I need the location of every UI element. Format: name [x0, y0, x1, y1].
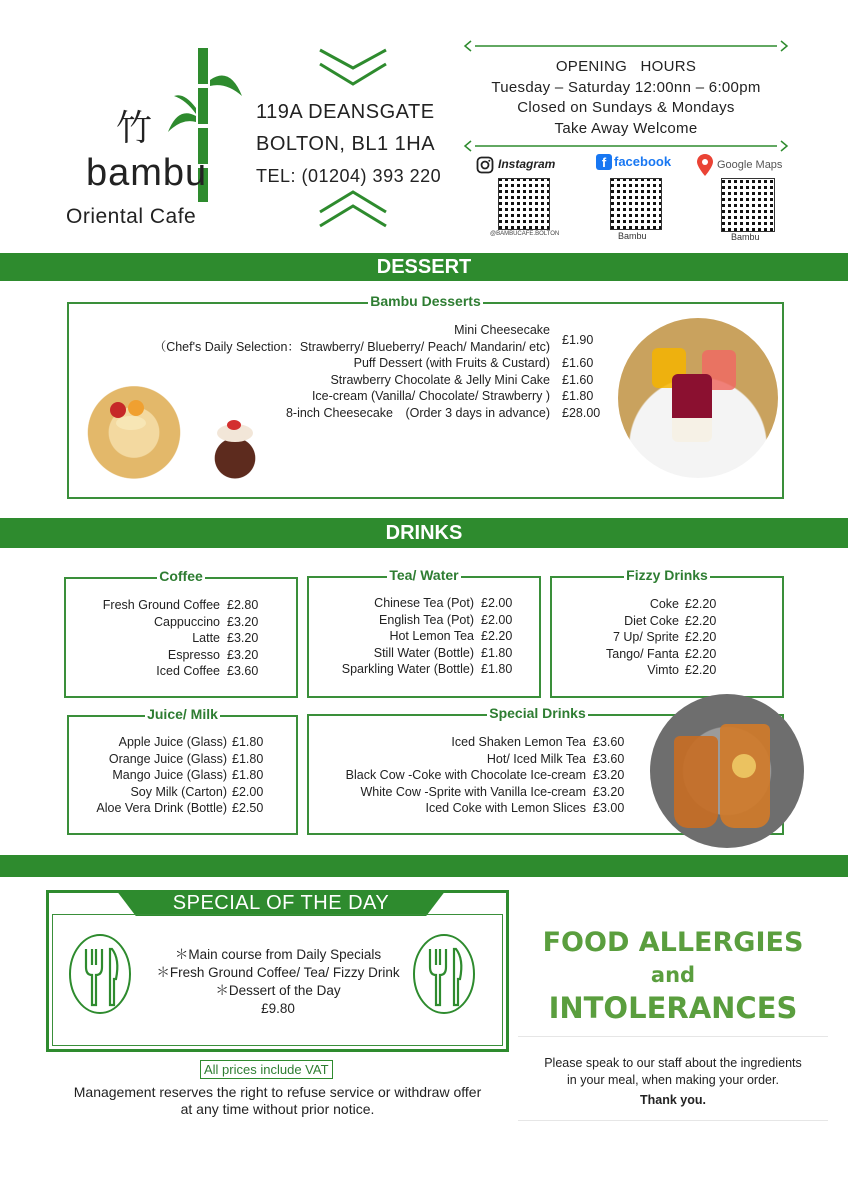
list-item: Cappuccino £3.20	[153, 614, 259, 629]
special-of-day-items	[130, 946, 426, 1018]
special-price: £9.80	[261, 1001, 295, 1016]
facebook-link[interactable]	[594, 154, 684, 244]
juice-title: Juice/ Milk	[147, 706, 218, 722]
list-item: Apple Juice (Glass) £1.80	[118, 735, 264, 749]
special-drinks-title: Special Drinks	[489, 705, 586, 721]
allergy-line1: Please speak to our staff about the ingredients	[544, 1056, 802, 1070]
dessert-box-title: Bambu Desserts	[370, 293, 481, 309]
mini-cheesecake-photo	[618, 318, 778, 478]
maps-qr-code	[721, 178, 775, 232]
maps-caption: Bambu	[731, 232, 760, 242]
brand-chinese: 竹	[116, 108, 153, 149]
tea-list	[312, 595, 512, 678]
list-item: Tango/ Fanta £2.20	[606, 646, 717, 661]
hours-line2: Closed on Sundays & Mondays	[517, 99, 735, 116]
list-item: Black Cow -Coke with Chocolate Ice-cream £3.20	[345, 768, 625, 782]
list-item: Strawberry Chocolate & Jelly Mini Cake £1.60	[330, 372, 594, 387]
juice-list	[76, 734, 263, 817]
list-item: Espresso £3.20	[167, 647, 259, 662]
footer-bar	[0, 855, 848, 877]
allergy-rule	[518, 1036, 828, 1037]
dessert-section-title: DESSERT	[376, 256, 472, 278]
coffee-list	[80, 597, 258, 680]
allergy-title-line2: and	[650, 963, 696, 987]
list-item: Vimto £2.20	[647, 663, 717, 677]
special-of-day-title: SPECIAL OF THE DAY	[172, 892, 390, 914]
list-item: English Tea (Pot) £2.00	[379, 612, 513, 627]
puff-dessert-photo	[78, 382, 190, 494]
google-maps-label: Google Maps	[717, 159, 783, 171]
brand-name: bambu	[86, 152, 208, 194]
instagram-icon	[476, 156, 494, 174]
hours-line3: Take Away Welcome	[554, 119, 698, 137]
allergy-title-line3: INTOLERANCES	[548, 991, 798, 1025]
address-line1: 119A DEANSGATE	[256, 101, 435, 123]
list-item: Soy Milk (Carton) £2.00	[130, 784, 264, 799]
list-item: Coke £2.20	[649, 597, 717, 611]
list-item: White Cow -Sprite with Vanilla Ice-cream £3.20	[360, 784, 625, 799]
list-item: Hot/ Iced Milk Tea £3.60	[486, 751, 625, 766]
list-item: （Chef's Daily Selection：Strawberry/ Blueberry/ Peach/ Mandarin/ etc) £1.90	[153, 332, 594, 354]
facebook-caption: Bambu	[618, 231, 647, 241]
allergy-title	[518, 924, 828, 1028]
special-item: ＊Main course from Daily Specials	[174, 947, 382, 962]
google-maps-link[interactable]	[697, 154, 797, 244]
phone-number: TEL: (01204) 393 220	[256, 166, 442, 186]
allergy-thanks: Thank you.	[640, 1093, 706, 1107]
list-item: Hot Lemon Tea £2.20	[389, 629, 513, 643]
drinks-section-title: DRINKS	[385, 522, 463, 544]
map-pin-icon	[697, 154, 713, 176]
instagram-qr-code	[498, 178, 550, 230]
list-item: Mini Cheesecake	[454, 323, 550, 337]
vat-note: All prices include VAT	[200, 1060, 333, 1079]
brand-tagline: Oriental Cafe	[66, 205, 197, 228]
list-item: Sparkling Water (Bottle) £1.80	[341, 662, 513, 676]
list-item: Iced Coffee £3.60	[156, 664, 259, 678]
coffee-title: Coffee	[159, 568, 203, 584]
facebook-qr-code	[610, 178, 662, 230]
logo	[60, 40, 250, 240]
list-item: Mango Juice (Glass) £1.80	[112, 768, 264, 782]
list-item: Fresh Ground Coffee £2.80	[102, 598, 259, 612]
allergy-rule	[518, 1120, 828, 1121]
disclaimer-line2: at any time without prior notice.	[180, 1101, 375, 1117]
address	[256, 96, 441, 192]
divider-ornament	[463, 40, 789, 52]
list-item: Iced Shaken Lemon Tea £3.60	[451, 735, 625, 749]
list-item: 8-inch Cheesecake (Order 3 days in advance) £28.00	[285, 405, 601, 420]
special-drinks-list	[320, 734, 624, 817]
tea-title: Tea/ Water	[389, 567, 459, 583]
cutlery-icon	[68, 933, 132, 1015]
allergy-text	[518, 1055, 828, 1109]
list-item: Aloe Vera Drink (Bottle) £2.50	[96, 801, 264, 815]
fizzy-list	[560, 596, 716, 679]
address-line2: BOLTON, BL1 1HA	[256, 133, 436, 155]
list-item: Chinese Tea (Pot) £2.00	[374, 596, 513, 610]
fizzy-title: Fizzy Drinks	[626, 567, 708, 583]
list-item: Puff Dessert (with Fruits & Custard) £1.60	[353, 356, 594, 370]
chevron-down-icon	[318, 46, 388, 88]
instagram-label: Instagram	[498, 157, 556, 171]
divider-ornament	[463, 140, 789, 152]
special-item: ＊Fresh Ground Coffee/ Tea/ Fizzy Drink	[156, 965, 400, 980]
disclaimer-line1: Management reserves the right to refuse service or withdraw offer	[73, 1084, 482, 1100]
list-item: Iced Coke with Lemon Slices £3.00	[425, 801, 625, 815]
list-item: Diet Coke £2.20	[624, 613, 717, 628]
hours-line1: Tuesday – Saturday 12:00nn – 6:00pm	[491, 78, 761, 96]
list-item: Ice-cream (Vanilla/ Chocolate/ Strawberry ) £1.80	[311, 389, 594, 403]
hours-title: OPENING HOURS	[555, 58, 697, 75]
dessert-list	[120, 322, 620, 421]
list-item: 7 Up/ Sprite £2.20	[612, 630, 717, 644]
facebook-icon: f	[596, 154, 612, 170]
iced-lemon-tea-photo	[650, 694, 804, 848]
chevron-up-icon	[318, 188, 388, 230]
list-item: Latte £3.20	[192, 631, 259, 645]
allergy-title-line1: FOOD ALLERGIES	[542, 927, 804, 958]
special-item: ＊Dessert of the Day	[215, 983, 341, 998]
instagram-caption: @BAMBUCAFE.BOLTON	[490, 231, 560, 237]
list-item: Still Water (Bottle) £1.80	[373, 645, 513, 660]
opening-hours	[463, 57, 789, 139]
disclaimer	[46, 1084, 509, 1118]
list-item: Orange Juice (Glass) £1.80	[108, 751, 264, 766]
allergy-line2: in your meal, when making your order.	[567, 1073, 779, 1087]
mini-cake-photo	[193, 412, 277, 496]
facebook-label: facebook	[614, 154, 672, 169]
instagram-link[interactable]	[476, 156, 576, 246]
